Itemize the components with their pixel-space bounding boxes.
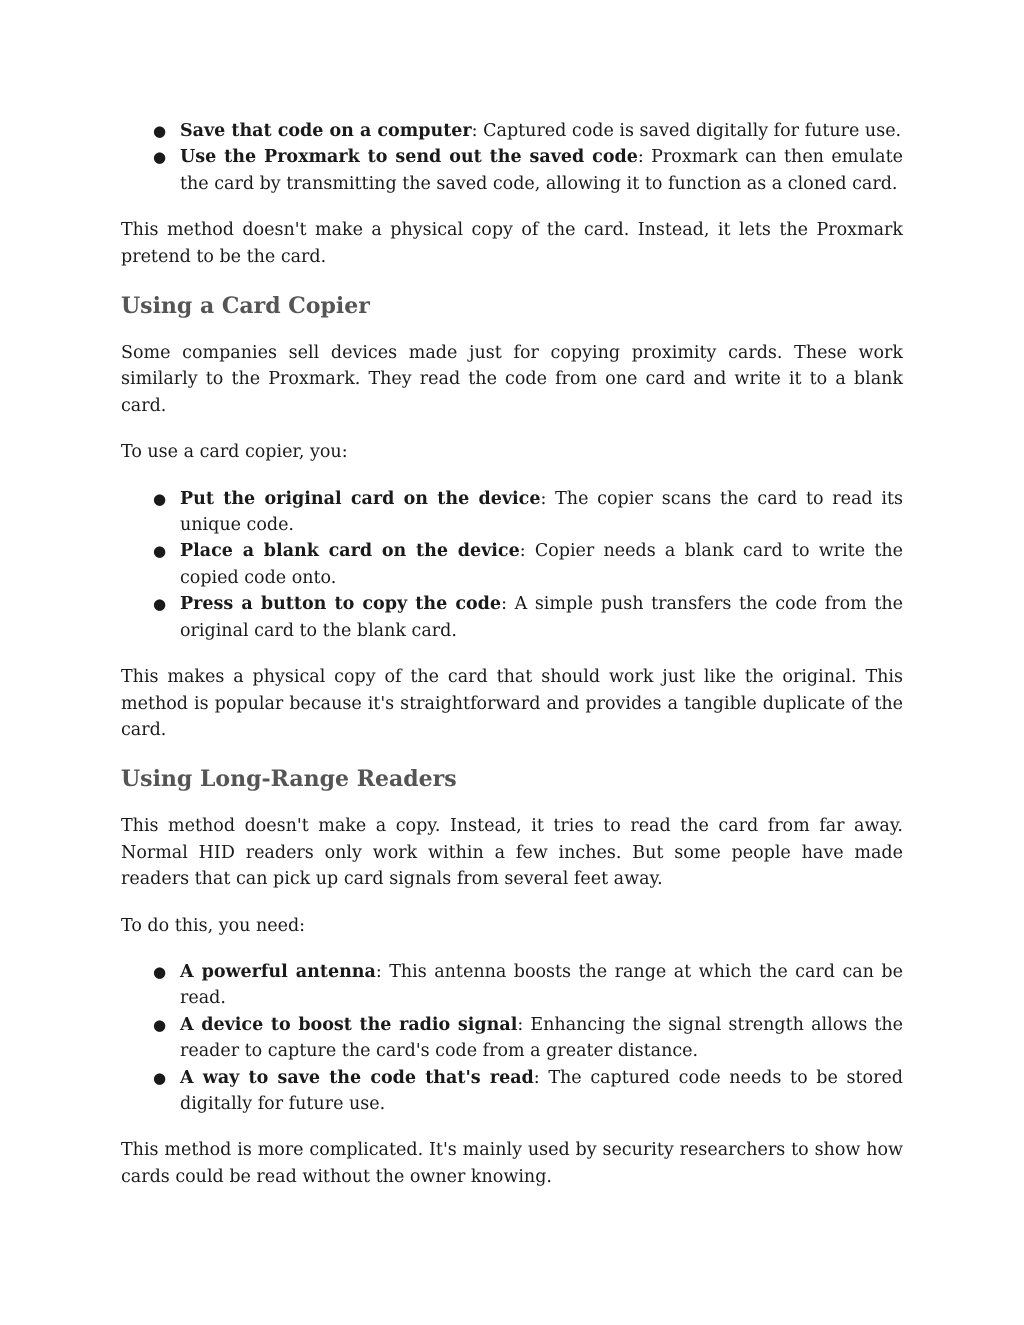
- paragraph: This method is more complicated. It's mainly used by security researchers to show how cards could be read without the owner knowing.: [121, 1140, 903, 1187]
- list-item-desc: : This antenna boosts the range at which the card can be read.: [180, 961, 903, 1009]
- list-item-desc: : Copier needs a blank card to write the copied code onto.: [180, 541, 903, 588]
- list-item-term: A device to boost the radio signal: [180, 1014, 518, 1035]
- list-item: [121, 118, 903, 144]
- bullet-icon: ●: [153, 595, 167, 614]
- bullet-icon: ●: [153, 1068, 167, 1087]
- list-item-term: Place a blank card on the device: [180, 541, 520, 562]
- section-heading-long-range: Using Long-Range Readers: [121, 766, 457, 793]
- paragraph: This makes a physical copy of the card that should work just like the original. This method is popular because it's straightforward and provides a tangible duplicate of the card.: [121, 667, 903, 740]
- paragraph: Some companies sell devices made just for copying proximity cards. These work similarly to the Proxmark. They read the code from one card and write it to a blank card.: [121, 343, 903, 416]
- list-item-term: A powerful antenna: [180, 961, 376, 982]
- list-item-term: A way to save the code that's read: [180, 1067, 534, 1088]
- bullet-list-long-range-needs: [121, 959, 903, 1117]
- list-item-desc: : Enhancing the signal strength allows the reader to capture the card's code from a greater distance.: [180, 1014, 903, 1062]
- bullet-icon: ●: [153, 1015, 167, 1034]
- paragraph: This method doesn't make a physical copy of the card. Instead, it lets the Proxmark pretend to be the card.: [121, 220, 903, 267]
- list-item: [121, 144, 903, 197]
- list-item: [121, 591, 903, 644]
- bullet-list-proxmark-steps: [121, 118, 903, 197]
- list-item-desc: : A simple push transfers the code from the original card to the blank card.: [180, 594, 903, 641]
- list-item-desc: : Proxmark can then emulate the card by transmitting the saved code, allowing it to function as a cloned card.: [180, 147, 903, 194]
- paragraph: To use a card copier, you:: [121, 442, 348, 463]
- list-item-desc: : The captured code needs to be stored digitally for future use.: [180, 1067, 903, 1114]
- bullet-icon: ●: [153, 962, 167, 981]
- list-item-term: Save that code on a computer: [180, 121, 472, 141]
- list-item: [121, 486, 903, 539]
- bullet-icon: ●: [153, 122, 167, 140]
- list-item: [121, 1012, 903, 1065]
- section-heading-card-copier: Using a Card Copier: [121, 293, 370, 320]
- list-item-desc: : Captured code is saved digitally for future use.: [471, 121, 902, 141]
- paragraph: This method doesn't make a copy. Instead, it tries to read the card from far away. Normal HID readers only work within a few inches. But some people have made readers that can pick up card signals from several feet away.: [121, 816, 903, 890]
- bullet-icon: ●: [153, 489, 167, 508]
- list-item: [121, 959, 903, 1012]
- list-item-term: Put the original card on the device: [180, 488, 541, 509]
- list-item: [121, 538, 903, 591]
- paragraph: To do this, you need:: [121, 915, 306, 936]
- list-item-term: Use the Proxmark to send out the saved code: [180, 147, 638, 168]
- bullet-list-copier-steps: [121, 486, 903, 644]
- list-item: [121, 1065, 903, 1118]
- document-page: [121, 118, 903, 1190]
- bullet-icon: ●: [153, 542, 167, 561]
- list-item-desc: : The copier scans the card to read its unique code.: [180, 488, 903, 536]
- bullet-icon: ●: [153, 148, 167, 167]
- list-item-term: Press a button to copy the code: [180, 594, 502, 615]
